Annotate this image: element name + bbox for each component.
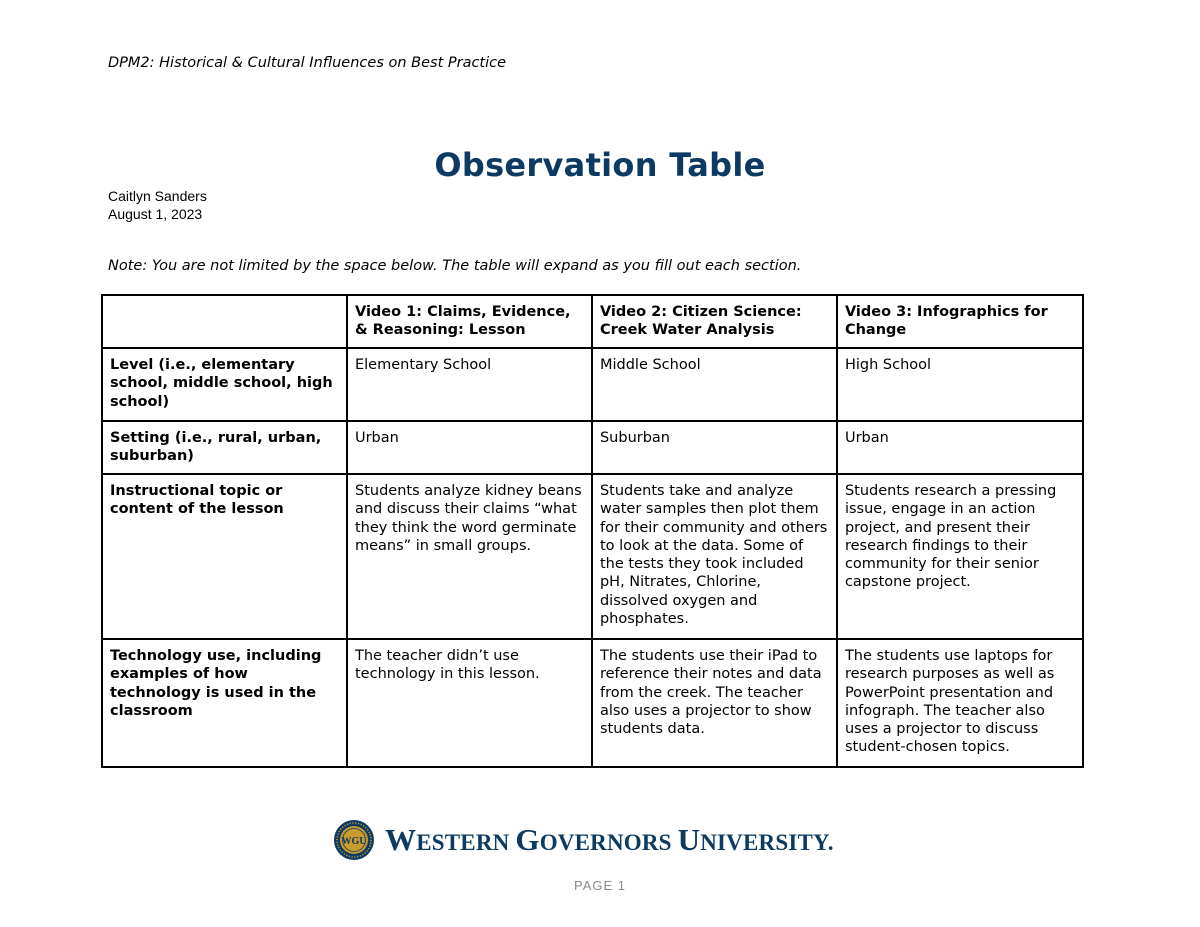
row-header-cell: Instructional topic or content of the lesson xyxy=(102,474,347,639)
table-row xyxy=(102,474,1083,639)
table-cell: The students use laptops for research purposes as well as PowerPoint presentation and infograph. The teacher also uses a projector to discuss student-chosen topics. xyxy=(837,639,1083,767)
table-row xyxy=(102,348,1083,421)
instruction-note: Note: You are not limited by the space below. The table will expand as you fill out each section. xyxy=(108,258,802,274)
table-cell: The teacher didn’t use technology in this lesson. xyxy=(347,639,592,767)
table-cell: Urban xyxy=(347,421,592,474)
observation-table xyxy=(101,294,1084,768)
table-row xyxy=(102,639,1083,767)
table-header-cell xyxy=(102,295,347,348)
author-date: August 1, 2023 xyxy=(108,206,203,222)
table-cell: Urban xyxy=(837,421,1083,474)
table-header-cell: Video 3: Infographics for Change xyxy=(837,295,1083,348)
row-header-cell: Level (i.e., elementary school, middle school, high school) xyxy=(102,348,347,421)
row-header-cell: Technology use, including examples of how technology is used in the classroom xyxy=(102,639,347,767)
table-cell: Students analyze kidney beans and discuss their claims “what they think the word germinate means” in small groups. xyxy=(347,474,592,639)
wgu-wordmark: WESTERN GOVERNORS UNIVERSITY. xyxy=(385,822,834,857)
table-row xyxy=(102,421,1083,474)
wgu-logo xyxy=(333,818,834,862)
table-cell: Students take and analyze water samples then plot them for their community and others to look at the data. Some of the tests they took included pH, Nitrates, Chlorine, dissolved oxygen and phosphates. xyxy=(592,474,837,639)
table-cell: Middle School xyxy=(592,348,837,421)
table-cell: Suburban xyxy=(592,421,837,474)
page-title: Observation Table xyxy=(434,146,766,184)
wgu-seal-icon xyxy=(333,819,375,861)
table-cell: High School xyxy=(837,348,1083,421)
table-header-cell: Video 2: Citizen Science: Creek Water Analysis xyxy=(592,295,837,348)
table-cell: The students use their iPad to reference their notes and data from the creek. The teacher also uses a projector to show students data. xyxy=(592,639,837,767)
row-header-cell: Setting (i.e., rural, urban, suburban) xyxy=(102,421,347,474)
author-name: Caitlyn Sanders xyxy=(108,188,207,204)
table-cell: Students research a pressing issue, engage in an action project, and present their research findings to their community for their senior capstone project. xyxy=(837,474,1083,639)
author-block xyxy=(108,187,207,223)
table-header-row xyxy=(102,295,1083,348)
table-header-cell: Video 1: Claims, Evidence, & Reasoning: Lesson xyxy=(347,295,592,348)
seal-letters: WGU xyxy=(341,836,367,847)
table-cell: Elementary School xyxy=(347,348,592,421)
page-number: PAGE 1 xyxy=(573,878,626,893)
course-header: DPM2: Historical & Cultural Influences on Best Practice xyxy=(108,55,507,71)
